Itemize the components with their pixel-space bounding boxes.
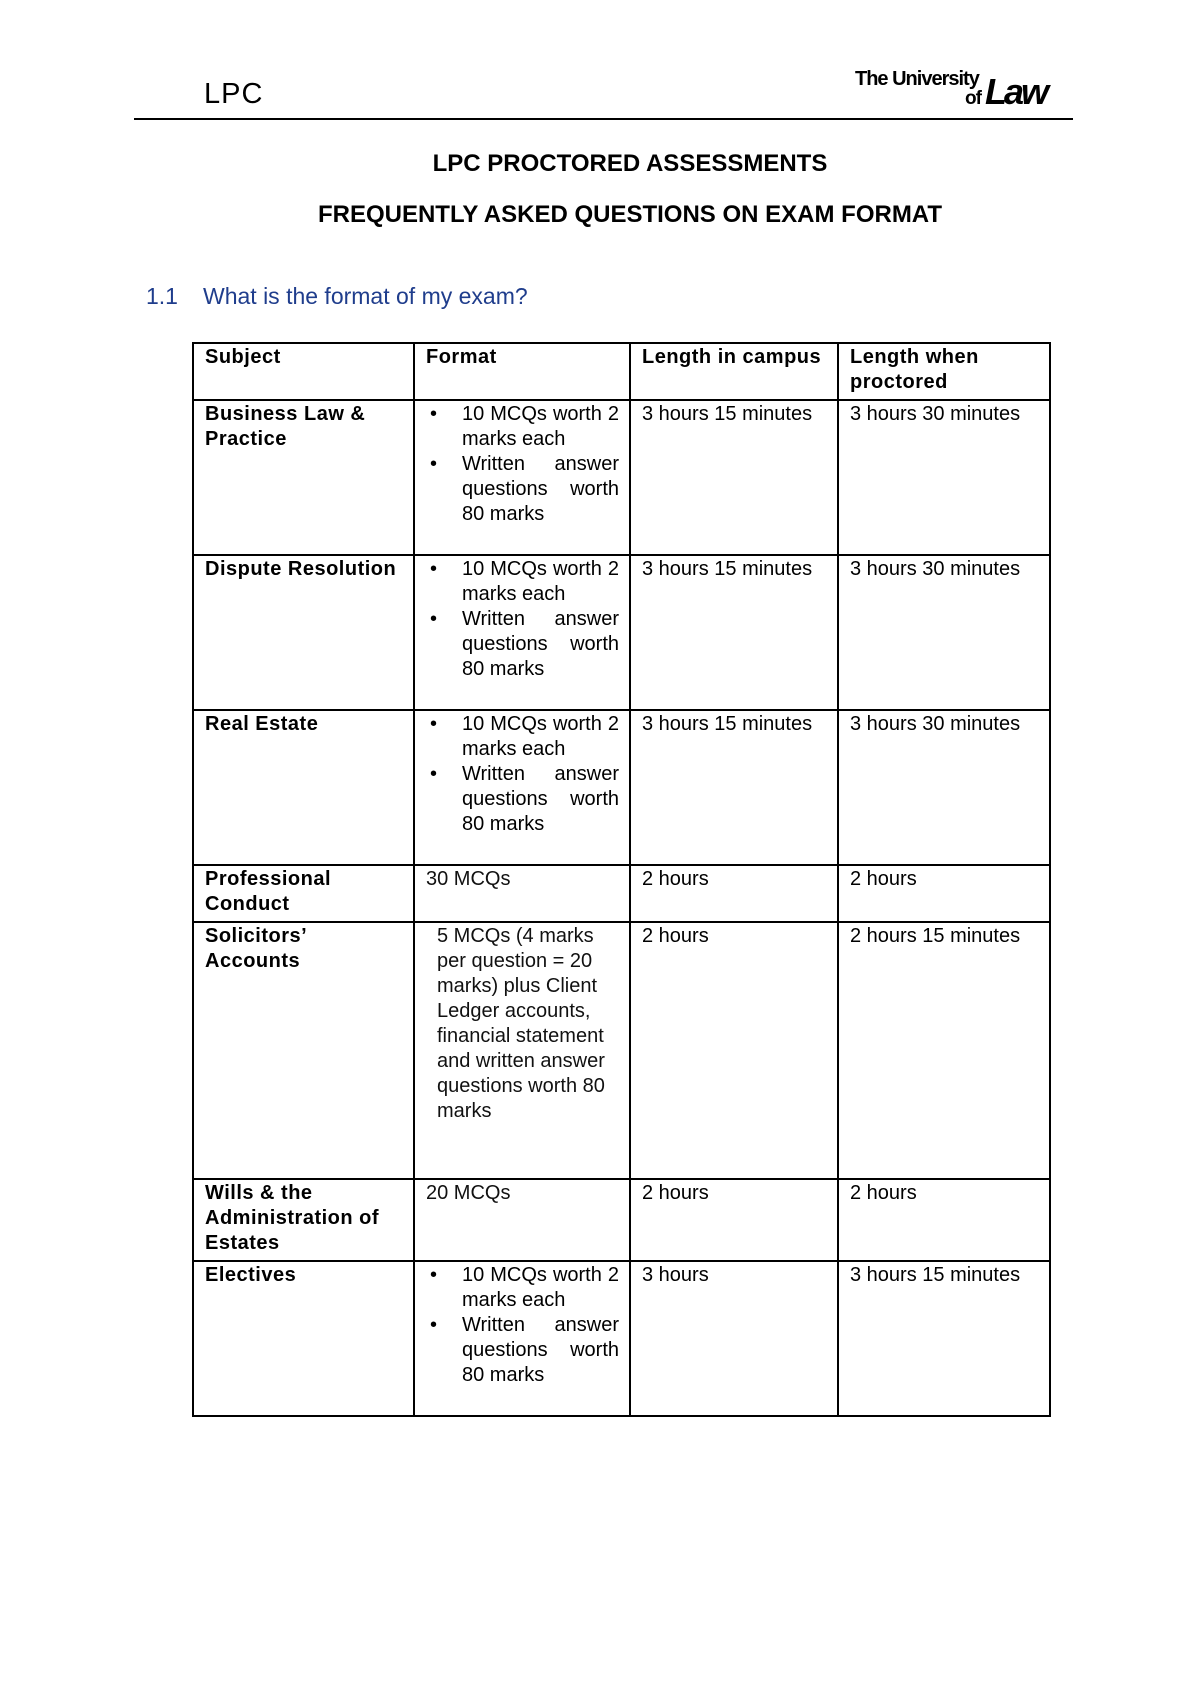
format-list (426, 1263, 619, 1388)
header-divider (134, 118, 1073, 120)
format-cell (414, 400, 630, 555)
proctored-length-cell: 3 hours 30 minutes (838, 555, 1050, 710)
subject-cell: Business Law & Practice (193, 400, 414, 555)
format-item: • Written answer questions worth 80 marks (426, 452, 619, 527)
subject-cell: Dispute Resolution (193, 555, 414, 710)
format-item: • Written answer questions worth 80 marks (426, 1313, 619, 1388)
format-list (426, 712, 619, 837)
header-format: Format (414, 343, 630, 400)
table-row (193, 922, 1050, 1179)
table-row (193, 710, 1050, 865)
logo-of: of (965, 88, 981, 109)
subject-cell: Real Estate (193, 710, 414, 865)
section-heading (146, 283, 528, 310)
document-subtitle: FREQUENTLY ASKED QUESTIONS ON EXAM FORMAT (317, 201, 943, 228)
campus-length-cell: 3 hours 15 minutes (630, 400, 838, 555)
table-row (193, 400, 1050, 555)
proctored-length-cell: 3 hours 15 minutes (838, 1261, 1050, 1416)
format-cell: 30 MCQs (414, 865, 630, 922)
campus-length-cell: 2 hours (630, 922, 838, 1179)
subject-cell: Professional Conduct (193, 865, 414, 922)
header-label: LPC (204, 78, 264, 110)
subject-cell: Electives (193, 1261, 414, 1416)
header-subject: Subject (193, 343, 414, 400)
format-item: • 10 MCQs worth 2 marks each (426, 557, 619, 607)
document-title: LPC PROCTORED ASSESSMENTS (432, 150, 828, 177)
format-item: • Written answer questions worth 80 marks (426, 607, 619, 682)
proctored-length-cell: 2 hours 15 minutes (838, 922, 1050, 1179)
format-item: • 10 MCQs worth 2 marks each (426, 402, 619, 452)
format-cell (414, 710, 630, 865)
format-item: • 10 MCQs worth 2 marks each (426, 712, 619, 762)
format-cell: 5 MCQs (4 marks per question = 20 marks) plus Client Ledger accounts, financial statement and written answer questions worth 80 marks (414, 922, 630, 1179)
campus-length-cell: 2 hours (630, 1179, 838, 1261)
table-row (193, 865, 1050, 922)
header-length-proctored: Length when proctored (838, 343, 1050, 400)
proctored-length-cell: 3 hours 30 minutes (838, 400, 1050, 555)
table-row (193, 555, 1050, 710)
format-list (426, 402, 619, 527)
campus-length-cell: 3 hours 15 minutes (630, 555, 838, 710)
section-heading-text: What is the format of my exam? (203, 283, 528, 309)
table-row (193, 1261, 1050, 1416)
format-cell (414, 555, 630, 710)
table-row (193, 1179, 1050, 1261)
section-number: 1.1 (146, 283, 178, 309)
subject-cell: Solicitors’ Accounts (193, 922, 414, 1179)
campus-length-cell: 3 hours (630, 1261, 838, 1416)
exam-format-table (192, 342, 1051, 1417)
logo-law: Law (985, 71, 1047, 112)
proctored-length-cell: 2 hours (838, 865, 1050, 922)
logo-line1: The University (855, 68, 979, 90)
header-length-campus: Length in campus (630, 343, 838, 400)
format-item: • Written answer questions worth 80 marks (426, 762, 619, 837)
campus-length-cell: 2 hours (630, 865, 838, 922)
format-item: • 10 MCQs worth 2 marks each (426, 1263, 619, 1313)
table-header-row (193, 343, 1050, 400)
format-list (426, 557, 619, 682)
campus-length-cell: 3 hours 15 minutes (630, 710, 838, 865)
subject-cell: Wills & the Administration of Estates (193, 1179, 414, 1261)
format-cell: 20 MCQs (414, 1179, 630, 1261)
proctored-length-cell: 2 hours (838, 1179, 1050, 1261)
proctored-length-cell: 3 hours 30 minutes (838, 710, 1050, 865)
university-logo (855, 66, 1060, 116)
format-cell (414, 1261, 630, 1416)
